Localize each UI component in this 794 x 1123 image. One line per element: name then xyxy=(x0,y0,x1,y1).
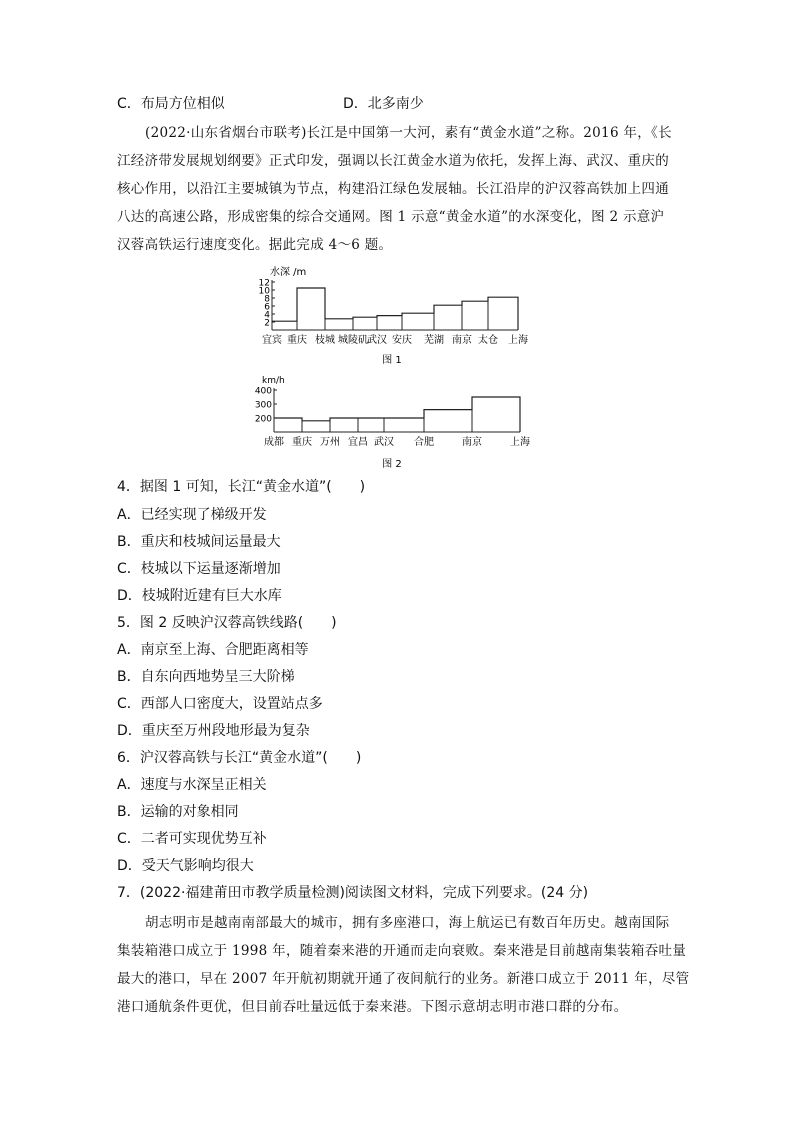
fig1-x-label: 南京 xyxy=(452,335,472,346)
q7-text-line-4: 港口通航条件更优，但目前吞吐量远低于秦来港。下图示意胡志明市港口群的分布。 xyxy=(117,999,628,1015)
fig1-x-label: 宜宾 xyxy=(262,335,282,346)
figure-1-svg xyxy=(250,262,550,367)
intro-line-1: (2022·山东省烟台市联考)长江是中国第一大河，素有“黄金水道”之称。2016 年，《长 xyxy=(145,125,672,141)
fig1-y-tick-label: 2 xyxy=(264,318,270,329)
q4-option-b: B．重庆和枝城间运量最大 xyxy=(117,534,281,550)
question-4-stem: 4．据图 1 可知，长江“黄金水道”( ) xyxy=(117,479,366,495)
fig2-x-label: 成都 xyxy=(264,437,284,448)
q5-option-d: D．重庆至万州段地形最为复杂 xyxy=(117,723,310,739)
fig2-title: 图 2 xyxy=(382,459,402,470)
fig1-x-label: 武汉 xyxy=(367,335,387,346)
fig1-x-label: 上海 xyxy=(508,335,528,346)
fig1-x-label: 安庆 xyxy=(392,335,412,346)
intro-line-3: 核心作用，以沿江主要城镇为节点，构建沿江绿色发展轴。长江沿岸的沪汉蓉高铁加上四通 xyxy=(117,181,669,197)
intro-line-4: 八达的高速公路，形成密集的综合交通网。图 1 示意“黄金水道”的水深变化，图 2 示意沪 xyxy=(117,209,665,225)
q7-text-line-1: 胡志明市是越南南部最大的城市，拥有多座港口，海上航运已有数百年历史。越南国际 xyxy=(145,915,670,931)
question-5-stem: 5．图 2 反映沪汉蓉高铁线路( ) xyxy=(117,615,337,631)
fig1-series-line xyxy=(272,288,518,330)
option-c-prev: C．布局方位相似 xyxy=(117,96,225,112)
q4-option-a: A．已经实现了梯级开发 xyxy=(117,507,267,523)
fig1-y-tick-label: 8 xyxy=(264,294,270,305)
fig1-x-label: 城陵矶 xyxy=(338,335,368,346)
fig2-x-label: 合肥 xyxy=(414,437,434,448)
option-d-prev: D．北多南少 xyxy=(343,96,424,112)
fig2-y-tick-label: 400 xyxy=(254,386,272,397)
fig2-series-line xyxy=(274,397,520,432)
fig1-x-label: 枝城 xyxy=(315,335,335,346)
fig1-y-tick-label: 6 xyxy=(264,302,270,313)
fig2-x-label: 宜昌 xyxy=(348,437,368,448)
question-6-stem: 6．沪汉蓉高铁与长江“黄金水道”( ) xyxy=(117,750,362,766)
fig2-x-label: 武汉 xyxy=(374,437,394,448)
q7-text-line-2: 集装箱港口成立于 1998 年，随着秦来港的开通而走向衰败。秦来港是目前越南集装箱吞吐量 xyxy=(117,943,687,959)
q6-option-d: D．受天气影响均很大 xyxy=(117,858,254,874)
fig2-x-label: 南京 xyxy=(462,437,482,448)
fig1-x-label: 太仓 xyxy=(478,335,498,346)
q7-text-line-3: 最大的港口，早在 2007 年开航初期就开通了夜间航行的业务。新港口成立于 2011 年，尽管 xyxy=(117,971,690,987)
intro-line-5: 汉蓉高铁运行速度变化。据此完成 4～6 题。 xyxy=(117,237,393,253)
q5-option-c: C．西部人口密度大，设置站点多 xyxy=(117,696,323,712)
fig2-y-tick-label: 200 xyxy=(254,414,272,425)
question-7-stem: 7．(2022·福建莆田市教学质量检测)阅读图文材料，完成下列要求。(24 分) xyxy=(117,885,589,901)
q5-option-b: B．自东向西地势呈三大阶梯 xyxy=(117,669,295,685)
q5-option-a: A．南京至上海、合肥距离相等 xyxy=(117,642,309,658)
fig2-x-label: 万州 xyxy=(320,437,340,448)
intro-line-2: 江经济带发展规划纲要》正式印发，强调以长江黄金水道为依托，发挥上海、武汉、重庆的 xyxy=(117,153,669,169)
fig1-title: 图 1 xyxy=(382,355,402,366)
q6-option-c: C．二者可实现优势互补 xyxy=(117,831,267,847)
fig1-ylabel: 水深 /m xyxy=(270,267,307,278)
figure-2-train-speed xyxy=(250,372,550,476)
q4-option-c: C．枝城以下运量逐渐增加 xyxy=(117,561,281,577)
fig1-x-label: 重庆 xyxy=(287,335,307,346)
figure-2-svg xyxy=(250,372,550,472)
fig2-ylabel: km/h xyxy=(262,376,285,386)
fig1-y-tick-label: 12 xyxy=(258,278,270,289)
fig2-x-label: 上海 xyxy=(510,437,530,448)
fig1-y-tick-label: 10 xyxy=(258,286,270,297)
figure-1-water-depth xyxy=(250,262,550,371)
q6-option-a: A．速度与水深呈正相关 xyxy=(117,777,267,793)
fig1-y-tick-label: 4 xyxy=(264,310,270,321)
fig2-x-label: 重庆 xyxy=(292,437,312,448)
fig2-y-tick-label: 300 xyxy=(254,400,272,411)
q4-option-d: D．枝城附近建有巨大水库 xyxy=(117,588,282,604)
q6-option-b: B．运输的对象相同 xyxy=(117,804,239,820)
fig1-x-label: 芜湖 xyxy=(424,335,444,346)
